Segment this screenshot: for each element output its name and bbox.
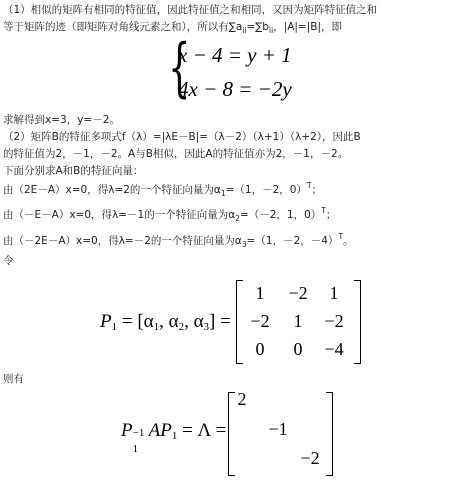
p-subscript-2: 1 — [132, 443, 139, 455]
subscript-3: 3 — [241, 240, 247, 249]
p1-bracket-close: ] = — [209, 311, 231, 332]
matrix-cell: −4 — [324, 339, 344, 359]
matrix-cell: 0 — [255, 339, 265, 359]
text-line-2 — [3, 20, 449, 35]
text-part-l1: （1）相似的矩阵有相同的特征值，因此特征值之和相同，又因为矩阵特征值之和 — [3, 4, 378, 16]
diag-cell: −2 — [300, 448, 320, 468]
p1-bracket-open: = [α — [117, 311, 154, 332]
text-part-l10: 令 — [3, 255, 14, 267]
text-line-1 — [3, 3, 449, 18]
alpha-sep-1: , α — [159, 311, 179, 332]
text-part-l2-pre: 等于矩阵的迹（即矩阵对角线元素之和），所以有∑a — [3, 21, 243, 33]
left-brace: { — [168, 31, 191, 105]
text-part-l8-end: ； — [325, 209, 337, 221]
alpha-2-sub: 2 — [178, 321, 185, 333]
diag-cell: 2 — [237, 389, 247, 409]
subscript-1: 1 — [220, 189, 226, 198]
alpha-3-sub: 3 — [203, 321, 210, 333]
ap-subscript: 1 — [171, 430, 178, 442]
text-part-l2-post: ，|A|=|B|，即 — [273, 21, 342, 33]
ap-symbol: AP — [148, 420, 172, 441]
matrix-cell: 1 — [293, 311, 303, 331]
matrix-cell: −2 — [324, 311, 344, 331]
text-part-l5: 的特征值为2，－1，－2。A与B相似，因此A的特征值亦为2，－1，－2。 — [3, 148, 349, 160]
text-part-l4: （2）矩阵B的特征多项式f（λ）=|λE－B|=（λ－2）（λ+1）（λ+2），因此B — [3, 131, 361, 143]
text-line-9 — [3, 234, 449, 249]
text-line-11 — [3, 372, 449, 387]
p-symbol-2: P — [121, 420, 133, 441]
alpha-sep-2: , α — [184, 311, 204, 332]
superscript-t-2: T — [321, 206, 326, 215]
matrix-cell: −2 — [288, 283, 308, 303]
text-line-7 — [3, 183, 449, 198]
p-superscript: −1 — [132, 427, 145, 439]
equation-1: x − 4 = y + 1 — [178, 43, 292, 67]
matrix-cell: 0 — [293, 339, 303, 359]
subscript-ii-b: ii — [268, 26, 274, 35]
lambda-lhs — [121, 420, 227, 455]
text-part-l7-post: =（1，－2，0） — [225, 184, 307, 196]
text-part-l8-post: =（－2，1，0） — [239, 209, 322, 221]
text-part-l9-post: =（1，－2，－4） — [246, 235, 339, 247]
equation-2: 4x − 8 = −2y — [178, 77, 292, 101]
matrix-cell: −2 — [250, 311, 270, 331]
matrix-cell: 1 — [255, 283, 265, 303]
text-part-l9-end: 。 — [343, 235, 354, 247]
text-part-l7-end: ； — [311, 184, 323, 196]
superscript-t-3: T — [338, 232, 344, 241]
alpha-1-sub: 1 — [153, 321, 160, 333]
lambda-rest: = Λ = — [177, 420, 227, 441]
text-line-10 — [3, 254, 449, 269]
text-part-l9-pre: 由（－2E－A）x=0，得λ=－2的一个特征向量为α — [3, 235, 242, 247]
text-line-3 — [3, 113, 449, 128]
text-line-4 — [3, 130, 449, 145]
text-part-l6: 下面分别求A和B的特征向量： — [3, 165, 144, 177]
p1-lhs — [100, 311, 231, 333]
subscript-ii-a: ii — [242, 26, 247, 35]
matrix-cell: 1 — [329, 283, 339, 303]
text-part-l11: 则有 — [3, 373, 24, 385]
text-part-l8-pre: 由（－E－A）x=0，得λ=－1的一个特征向量为α — [3, 209, 236, 221]
text-line-5 — [3, 147, 449, 162]
text-part-l2-mid: =∑b — [246, 21, 269, 33]
text-line-6 — [3, 164, 449, 179]
p-subscript: 1 — [111, 321, 118, 333]
p-symbol: P — [100, 311, 112, 332]
text-part-l3: 求解得到x=3，y=－2。 — [3, 114, 120, 126]
subscript-2: 2 — [235, 214, 240, 223]
text-part-l7-pre: 由（2E－A）x=0，得λ=2的一个特征向量为α — [3, 184, 221, 196]
matrix-right-bracket — [354, 280, 361, 364]
text-line-8 — [3, 208, 449, 223]
diag-cell: −1 — [268, 419, 288, 439]
superscript-t-1: T — [306, 181, 312, 190]
